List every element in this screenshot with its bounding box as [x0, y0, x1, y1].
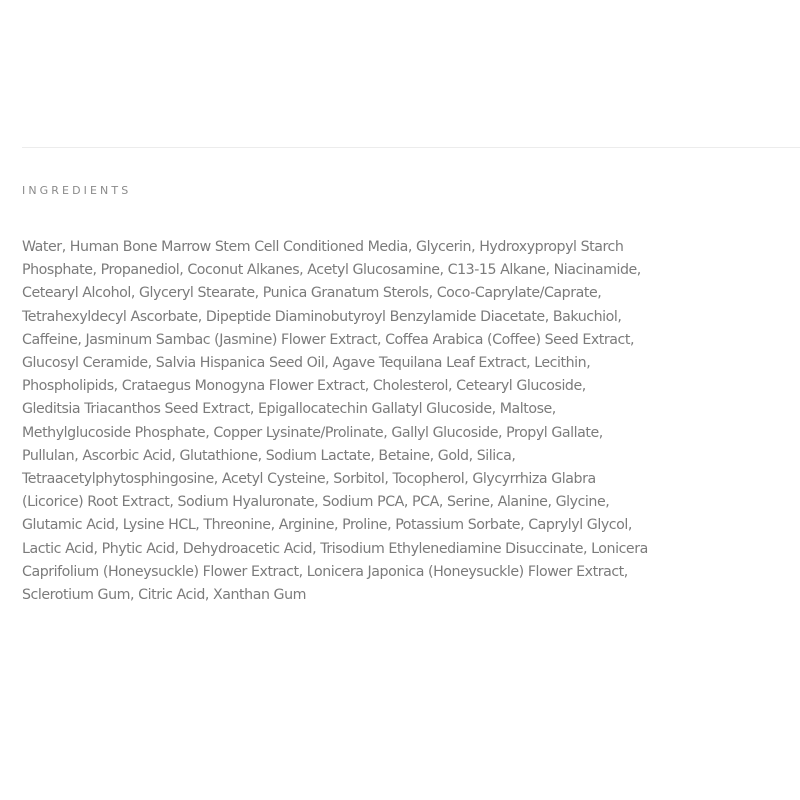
- ingredients-line: Methylglucoside Phosphate, Copper Lysinate/Prolinate, Gallyl Glucoside, Propyl Gallate,: [22, 424, 603, 441]
- ingredients-line: Sclerotium Gum, Citric Acid, Xanthan Gum: [22, 587, 307, 604]
- ingredients-line: Gleditsia Triacanthos Seed Extract, Epigallocatechin Gallatyl Glucoside, Maltose,: [22, 401, 556, 418]
- ingredients-line: Lactic Acid, Phytic Acid, Dehydroacetic Acid, Trisodium Ethylenediamine Disuccinate, Lonicera: [22, 540, 648, 557]
- ingredients-line: Pullulan, Ascorbic Acid, Glutathione, Sodium Lactate, Betaine, Gold, Silica,: [22, 447, 516, 464]
- ingredients-line: (Licorice) Root Extract, Sodium Hyaluronate, Sodium PCA, PCA, Serine, Alanine, Glycine,: [22, 494, 610, 511]
- ingredients-line: Water, Human Bone Marrow Stem Cell Conditioned Media, Glycerin, Hydroxypropyl Starch: [22, 239, 624, 255]
- section-divider: [22, 147, 800, 148]
- ingredients-heading: INGREDIENTS: [22, 184, 132, 197]
- ingredients-line: Glucosyl Ceramide, Salvia Hispanica Seed Oil, Agave Tequilana Leaf Extract, Lecithin,: [22, 355, 591, 372]
- ingredients-line: Phospholipids, Crataegus Monogyna Flower Extract, Cholesterol, Cetearyl Glucoside,: [22, 378, 586, 395]
- ingredients-line: Caffeine, Jasminum Sambac (Jasmine) Flower Extract, Coffea Arabica (Coffee) Seed Extract,: [22, 331, 635, 348]
- ingredients-line: Cetearyl Alcohol, Glyceryl Stearate, Punica Granatum Sterols, Coco-Caprylate/Caprate,: [22, 285, 602, 302]
- ingredients-line: Tetraacetylphytosphingosine, Acetyl Cysteine, Sorbitol, Tocopherol, Glycyrrhiza Glabra: [22, 471, 596, 488]
- ingredients-line: Caprifolium (Honeysuckle) Flower Extract, Lonicera Japonica (Honeysuckle) Flower Extract,: [22, 563, 628, 580]
- ingredients-line: Glutamic Acid, Lysine HCL, Threonine, Arginine, Proline, Potassium Sorbate, Caprylyl Glycol,: [22, 517, 632, 534]
- ingredients-list: [22, 236, 792, 607]
- ingredients-line: Phosphate, Propanediol, Coconut Alkanes, Acetyl Glucosamine, C13-15 Alkane, Niacinamide,: [22, 262, 641, 279]
- ingredients-line: Tetrahexyldecyl Ascorbate, Dipeptide Diaminobutyroyl Benzylamide Diacetate, Bakuchiol,: [22, 308, 622, 325]
